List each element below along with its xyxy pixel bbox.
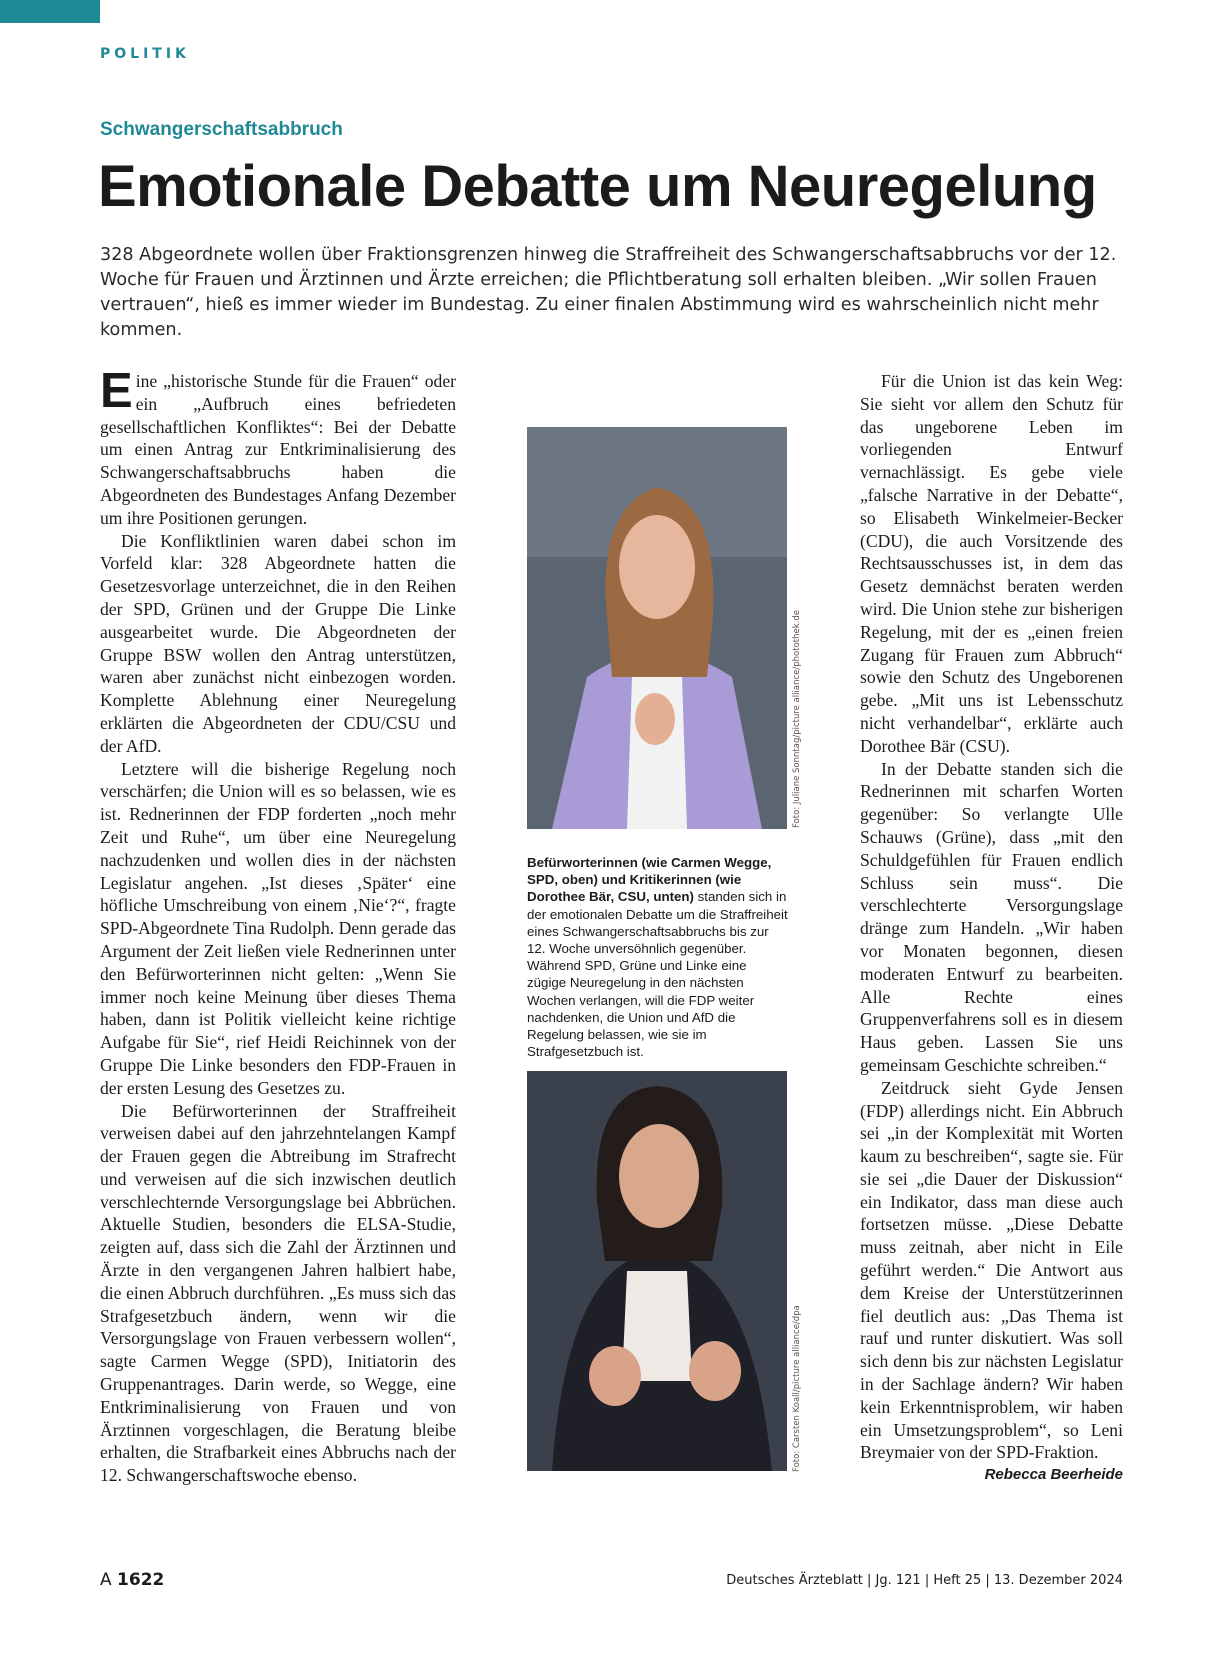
article-paragraph: Die Befürworterinnen der Straffreiheit verweisen dabei auf den jahrzehntelangen Kampf der Frauen gegen die Abtreibung im Strafrecht und verweisen auf die sich inzwischen deutlich verschlechternde Versorgungslage bei Abbrüchen. Aktuelle Studien, besonders die ELSA-Studie, zeigten auf, dass sich die Zahl der Ärztinnen und Ärzte in den vergangenen Jahren halbiert habe, die einen Abbruch durchführen. „Es muss sich das Strafgesetzbuch ändern, wenn wir die Versorgungslage von Frauen verbessern wollen“, sagte Carmen Wegge (SPD), Initiatorin des Gruppenantrages. Darin werde, so Wegge, eine Entkriminalisierung von Frauen und von Ärztinnen vorgeschlagen, die Beratung bleibe erhalten, die Strafbarkeit eines Abbruchs nach der 12. Schwangerschaftswoche ebenso. [100,1100,456,1486]
page-number: A 1622 [100,1570,165,1590]
article-paragraph: In der Debatte standen sich die Rednerinnen mit scharfen Worten gegenüber: So verlangte Ulle Schauws (Grüne), dass „mit den Schuldgefühlen für Frauen endlich Schluss sein muss“. Die verschlechterte Versorgungslage dränge zum Handeln. „Wir haben vor Monaten begonnen, diesen moderaten Entwurf zu bearbeiten. Alle Rechte eines Gruppenverfahrens soll es in diesem Haus geben. Lassen Sie uns gemeinsam Geschichte schreiben.“ [860,758,1123,1075]
caption-bold-text: Befürworterinnen (wie Carmen Wegge, SPD, oben) und Kritikerinnen (wie Dorothee Bär, CSU, unten) [527,855,772,905]
section-color-bar [0,0,100,23]
photo-caption [527,854,789,1060]
article-lead: 328 Abgeordnete wollen über Fraktionsgrenzen hinweg die Straffreiheit des Schwangerschaftsabbruchs vor der 12. Woche für Frauen und Ärztinnen und Ärzte erreichen; die Pflichtberatung soll erhalten bleiben. „Wir sollen Frauen vertrauen“, hieß es immer wieder im Bundestag. Zu einer finalen Abstimmung wird es wahrscheinlich nicht mehr kommen. [100,245,1117,340]
article-column-right [860,370,1123,1487]
article-kicker: Schwangerschaftsabbruch [100,119,343,140]
article-column-left [100,364,456,1487]
photo-speaker-baer [527,1071,787,1471]
journal-info: Deutsches Ärzteblatt | Jg. 121 | Heft 25 | 13. Dezember 2024 [726,1573,1123,1588]
article-paragraph: Letztere will die bisherige Regelung noch verschärfen; die Union will es so belassen, wie es ist. Rednerinnen der FDP forderten „noch mehr Zeit und Ruhe“, um über eine Neuregelung nachzudenken und wollen dies in der nächsten Legislatur angehen. „Ist dieses ‚Später‘ eine höfliche Umschreibung von einem ‚Nie‘?“, fragte SPD-Abgeordnete Tina Rudolph. Denn gerade das Argument der Zeit ließen viele Rednerinnen unter den Befürworterinnen nicht gelten: „Wenn Sie immer noch keine Meinung über dieses Thema haben, dann ist Politik vielleicht keine richtige Aufgabe für Sie“, rief Heidi Reichinnek von der Gruppe Die Linke besonders den FDP-Frauen in der ersten Lesung des Gesetzes zu. [100,758,456,1098]
paragraph-text: Zeitdruck sieht Gyde Jensen (FDP) allerdings nicht. Ein Abbruch sei „in der Komplexität mit Worten kaum zu beschreiben“, sagte sie. Für sie sei „die Dauer der Diskussion“ ein Indikator, dass man diese auch fortsetzen müsse. „Diese Debatte muss zeitnah, aber nicht in Eile geführt werden.“ Die Antwort aus dem Kreise der Unterstützerinnen fiel deutlich aus: „Das Thema ist rauf und runter diskutiert. Was soll sich denn bis zur nächsten Legislatur in der Sachlage ändern? Wir haben kein Erkenntnisproblem, wir haben ein Umsetzungsproblem“, so Leni Breymaier von der SPD-Fraktion. [860,1077,1123,1463]
article-paragraph: Für die Union ist das kein Weg: Sie sieht vor allem den Schutz für das ungeborene Leben im vorliegenden Entwurf vernachlässigt. Es gebe viele „falsche Narrative in der Debatte“, so Elisabeth Winkelmeier-Becker (CDU), die auch Vorsitzende des Rechtsausschusses ist, in dem das Gesetz demnächst beraten werden wird. Die Union stehe zur bisherigen Regelung, mit der es „einen freien Zugang für Frauen zum Abbruch“ sowie den Schutz des Ungeborenen gebe. „Mit uns ist Lebensschutz nicht verhandelbar“, erklärte auch Dorothee Bär (CSU). [860,371,1123,756]
photo-speaker-wegge [527,427,787,829]
photo-credit: Foto: Carsten Koall/picture alliance/dpa [792,1305,802,1472]
article-paragraph: Die Konfliktlinien waren dabei schon im Vorfeld klar: 328 Abgeordnete hatten die Gesetzesvorlage unterzeichnet, die in den Reihen der SPD, Grünen und der Gruppe Die Linke ausgearbeitet wurde. Die Abgeordneten der Gruppe BSW wollen den Antrag unterstützen, waren aber zunächst nicht einbezogen worden. Komplette Ablehnung einer Neuregelung erklärten die Abgeordneten der CDU/CSU und der AfD. [100,530,456,756]
section-label: POLITIK [100,46,190,62]
drop-cap: E [100,364,133,418]
article-paragraph [860,1077,1123,1484]
article-paragraph [100,364,456,530]
paragraph-text: ine „historische Stunde für die Frauen“ oder ein „Aufbruch eines befriedeten gesellschaftlichen Konfliktes“: Bei der Debatte um einen Antrag zur Entkriminalisierung des Schwangerschaftsabbruchs haben die Abgeordneten des Bundestages Anfang Dezember um ihre Positionen gerungen. [100,371,456,528]
caption-text: standen sich in der emotionalen Debatte um die Straffreiheit eines Schwangerschaftsabbruchs bis zur 12. Woche unversöhnlich gegenüber. Während SPD, Grüne und Linke eine zügige Neuregelung in den nächsten Wochen verlangen, will die FDP weiter nachdenken, die Union und AfD die Regelung belassen, wie sie im Strafgesetzbuch ist. [527,889,788,1060]
photo-credit: Foto: Juliane Sonntag/picture alliance/photothek.de [792,610,802,828]
author-byline: Rebecca Beerheide [984,1466,1123,1484]
article-headline: Emotionale Debatte um Neuregelung [98,154,1097,219]
